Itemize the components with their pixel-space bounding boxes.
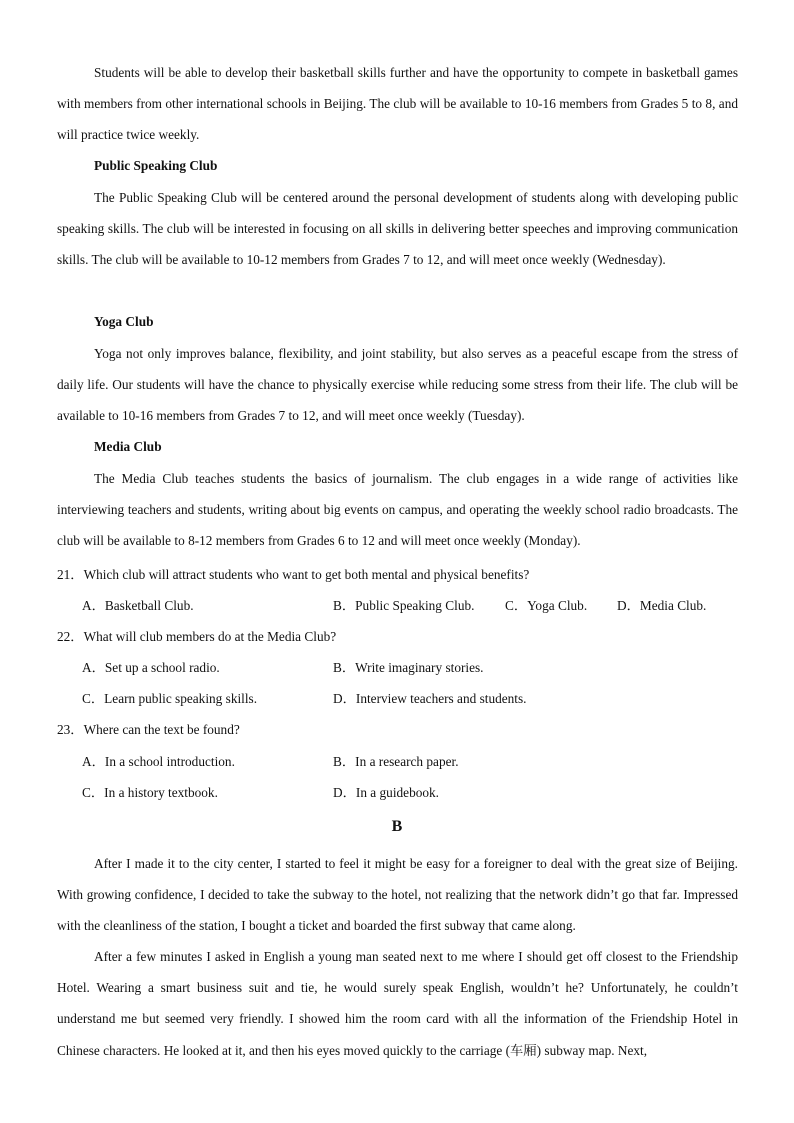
q22-option-c: C．Learn public speaking skills. [82, 691, 258, 706]
public-speaking-paragraph: The Public Speaking Club will be centered around the personal development of students along with developing public speaking skills. The club will be interested in focusing on all skills in delivering better speeches and improving communication skills. The club will be available to 10-12 members from Grades 7 to 12, and will meet once weekly (Wednesday). [57, 190, 738, 268]
yoga-heading: Yoga Club [94, 314, 154, 329]
q23-option-c: C．In a history textbook. [82, 785, 218, 800]
q21-option-b: B．Public Speaking Club. [333, 598, 475, 613]
media-paragraph: The Media Club teaches students the basics of journalism. The club engages in a wide range of activities like interviewing teachers and students, writing about big events on campus, and operating the weekly school radio broadcasts. The club will be available to 8-12 members from Grades 6 to 12 and will meet once weekly (Monday). [57, 471, 738, 549]
section-b-heading: B [391, 818, 403, 835]
q21-option-a: A．Basketball Club. [82, 598, 194, 613]
basketball-paragraph: Students will be able to develop their basketball skills further and have the opportunity to compete in basketball games with members from other international schools in Beijing. The club will be available to 10-16 members from Grades 5 to 8, and will practice twice weekly. [57, 65, 738, 143]
q22-option-b: B．Write imaginary stories. [333, 660, 484, 675]
q23-option-a: A．In a school introduction. [82, 754, 235, 769]
yoga-paragraph: Yoga not only improves balance, flexibility, and joint stability, but also serves as a peaceful escape from the stress of daily life. Our students will have the chance to physically exercise while reducing some stress from their life. The club will be available to 10-16 members from Grades 7 to 12, and will meet once weekly (Tuesday). [57, 346, 738, 424]
q21-option-c: C．Yoga Club. [505, 598, 588, 613]
q23-option-d: D．In a guidebook. [333, 785, 439, 800]
media-heading: Media Club [94, 439, 162, 454]
q22-option-d: D．Interview teachers and students. [333, 691, 527, 706]
section-b-paragraph-1: After I made it to the city center, I started to feel it might be easy for a foreigner to deal with the great size of Beijing. With growing confidence, I decided to take the subway to the hotel, not realizing that the network didn’t go that far. Impressed with the cleanliness of the station, I bought a ticket and boarded the first subway that came along. [57, 856, 738, 934]
public-speaking-heading: Public Speaking Club [94, 158, 218, 173]
q21-option-d: D．Media Club. [617, 598, 707, 613]
q22-option-a: A．Set up a school radio. [82, 660, 220, 675]
question-23: 23．Where can the text be found? [57, 722, 240, 737]
section-b-paragraph-2: After a few minutes I asked in English a young man seated next to me where I should get off closest to the Friendship Hotel. Wearing a smart business suit and tie, he would surely speak English, wouldn’t he? Unfortunately, he couldn’t understand me but seemed very friendly. I showed him the room card with all the information of the Friendship Hotel in Chinese characters. He looked at it, and then his eyes moved quickly to the carriage (车厢) subway map. Next, [57, 949, 738, 1058]
question-22: 22．What will club members do at the Media Club? [57, 629, 337, 644]
question-21: 21．Which club will attract students who want to get both mental and physical benefits? [57, 567, 530, 582]
q23-option-b: B．In a research paper. [333, 754, 459, 769]
